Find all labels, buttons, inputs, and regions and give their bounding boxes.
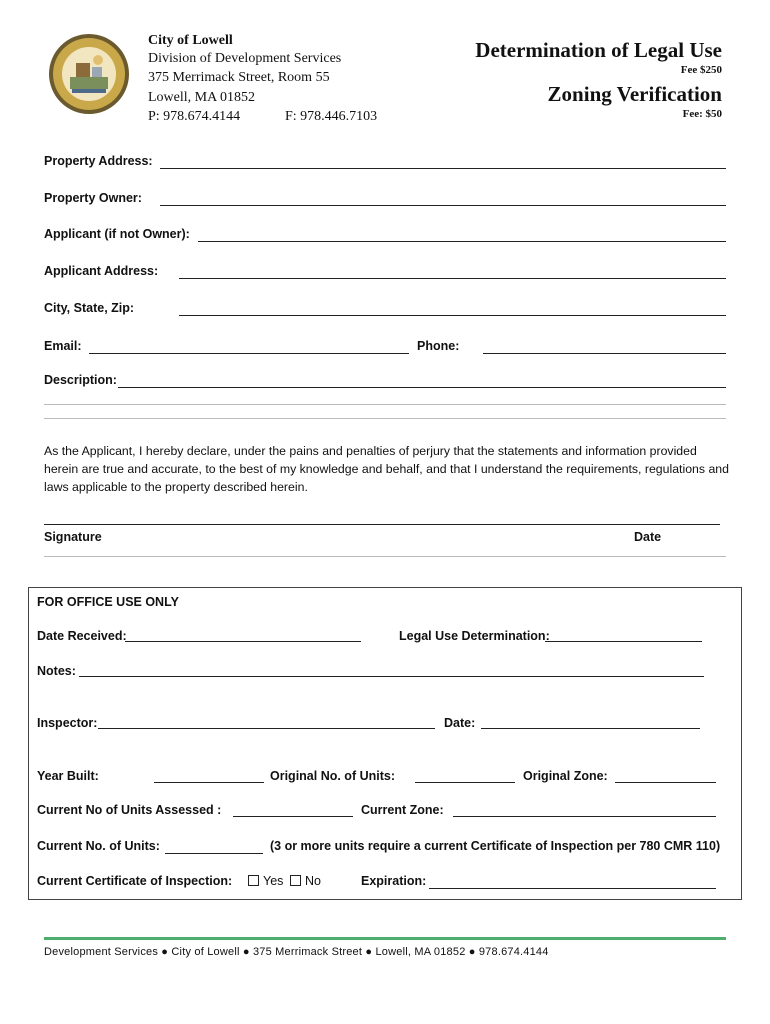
notes-label: Notes: — [37, 664, 76, 678]
inspection-date-label: Date: — [444, 716, 476, 730]
inspection-date-field[interactable] — [481, 728, 700, 729]
inspector-label: Inspector: — [37, 716, 98, 730]
expiration-label: Expiration: — [361, 874, 427, 888]
original-zone-field[interactable] — [615, 782, 716, 783]
fee-zoning: Fee: $50 — [682, 108, 722, 120]
current-zone-label: Current Zone: — [361, 803, 444, 817]
expiration-field[interactable] — [429, 888, 716, 889]
fee-legal-use: Fee $250 — [680, 64, 722, 76]
fax-number: F: 978.446.7103 — [285, 109, 378, 124]
city-seal-logo — [48, 33, 130, 115]
units-requirement-note: (3 or more units require a current Certificate of Inspection per 780 CMR 110) — [270, 839, 721, 853]
yes-checkbox[interactable] — [248, 875, 259, 886]
inspector-field[interactable] — [98, 728, 435, 729]
no-label: No — [305, 874, 321, 888]
declaration-text: As the Applicant, I hereby declare, under the pains and penalties of perjury that the statements and information provided herein are true and accurate, to the best of my knowledge and behalf, and that I understand the requirements, regulations and laws applicable to the property described herein. — [44, 444, 729, 494]
original-units-label: Original No. of Units: — [270, 769, 395, 783]
current-zone-field[interactable] — [453, 816, 716, 817]
yes-label: Yes — [263, 874, 284, 888]
city-state-zip-label: City, State, Zip: — [44, 301, 135, 315]
description-line-3[interactable] — [44, 418, 726, 419]
applicant-address-label: Applicant Address: — [44, 264, 159, 278]
phone-field[interactable] — [483, 353, 726, 354]
applicant-field[interactable] — [198, 241, 726, 242]
city-state-zip-field[interactable] — [179, 315, 726, 316]
applicant-address-field[interactable] — [179, 278, 726, 279]
current-units-label: Current No. of Units: — [37, 839, 160, 853]
units-assessed-field[interactable] — [233, 816, 353, 817]
org-name: City of Lowell — [148, 33, 233, 48]
certificate-no-option[interactable] — [290, 874, 321, 888]
original-units-field[interactable] — [415, 782, 515, 783]
original-zone-label: Original Zone: — [523, 769, 608, 783]
phone-label: Phone: — [417, 339, 460, 353]
current-units-field[interactable] — [165, 853, 263, 854]
notes-field[interactable] — [79, 676, 704, 677]
legal-use-field[interactable] — [545, 641, 702, 642]
units-assessed-label: Current No of Units Assessed : — [37, 803, 222, 817]
applicant-label: Applicant (if not Owner): — [44, 227, 190, 241]
description-line-2[interactable] — [44, 404, 726, 405]
certificate-label: Current Certificate of Inspection: — [37, 874, 233, 888]
email-field[interactable] — [89, 353, 409, 354]
description-label: Description: — [44, 373, 117, 387]
division-name: Division of Development Services — [148, 51, 342, 66]
date-received-field[interactable] — [125, 641, 361, 642]
phone-number: P: 978.674.4144 — [148, 109, 241, 124]
legal-use-label: Legal Use Determination: — [399, 629, 550, 643]
signature-line[interactable] — [44, 524, 720, 525]
city-address: Lowell, MA 01852 — [148, 90, 255, 105]
property-address-field[interactable] — [160, 168, 726, 169]
date-received-label: Date Received: — [37, 629, 127, 643]
property-address-label: Property Address: — [44, 154, 153, 168]
title-zoning-verification: Zoning Verification — [547, 82, 722, 106]
office-use-box — [28, 587, 742, 900]
year-built-label: Year Built: — [37, 769, 99, 783]
office-use-heading: FOR OFFICE USE ONLY — [37, 595, 179, 609]
title-legal-use: Determination of Legal Use — [475, 38, 722, 62]
date-label: Date — [634, 530, 662, 544]
description-field[interactable] — [118, 387, 726, 388]
email-label: Email: — [44, 339, 82, 353]
footer-rule — [44, 937, 726, 940]
property-owner-label: Property Owner: — [44, 191, 142, 205]
no-checkbox[interactable] — [290, 875, 301, 886]
certificate-yes-option[interactable] — [248, 874, 283, 888]
section-divider — [44, 556, 726, 557]
signature-label: Signature — [44, 530, 102, 544]
street-address: 375 Merrimack Street, Room 55 — [148, 70, 330, 85]
year-built-field[interactable] — [154, 782, 264, 783]
property-owner-field[interactable] — [160, 205, 726, 206]
footer-text: Development Services ● City of Lowell ● 375 Merrimack Street ● Lowell, MA 01852 ● 978.674.4144 — [44, 946, 549, 958]
